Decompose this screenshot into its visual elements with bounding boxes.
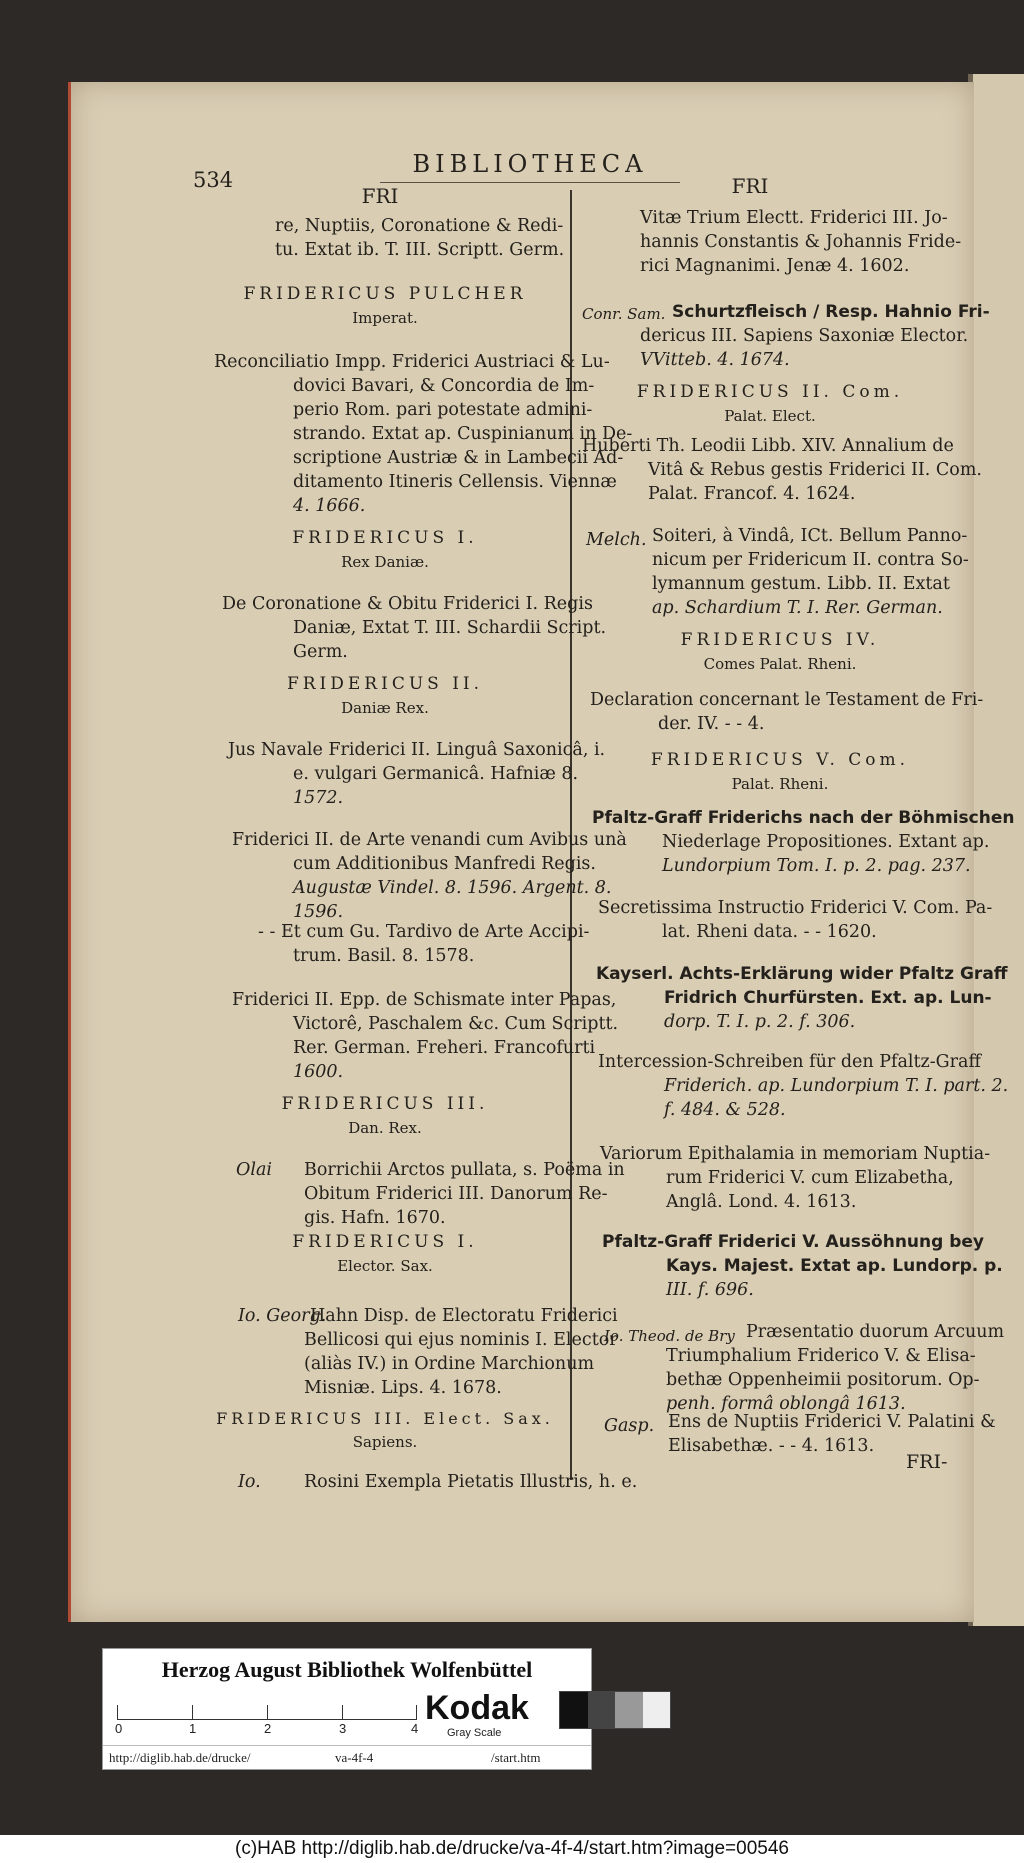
ruler-number: 1 [189,1721,197,1736]
shelfmark: va-4f-4 [335,1750,374,1765]
text-line: De Coronatione & Obitu Friderici I. Regis [222,594,593,614]
url-tail: /start.htm [491,1750,541,1765]
author-prefix: Olai [236,1160,272,1180]
text-line: Pfaltz-Graff Friderici V. Aussöhnung bey [602,1232,984,1252]
text-line: Vitæ Trium Electt. Friderici III. Jo- [640,208,948,228]
text-line: Huberti Th. Leodii Libb. XIV. Annalium de [582,436,954,456]
text-line: Intercession-Schreiben für den Pfaltz-Graff [598,1052,981,1072]
text-line: Schurtzfleisch / Resp. Hahnio Fri- [672,302,990,322]
text-line: cum Additionibus Manfredi Regis. [293,854,596,874]
text-line: Friderici II. Epp. de Schismate inter Papas, [232,990,617,1010]
author-prefix: Io. Theod. de Bry [604,1327,735,1345]
entry-subheading: Daniæ Rex. [341,699,429,717]
text-line: Misniæ. Lips. 4. 1678. [304,1378,502,1398]
entry-subheading: Dan. Rex. [348,1119,422,1137]
gray-scale-swatches [559,1691,671,1729]
author-prefix: Gasp. [604,1416,655,1436]
text-line: trum. Basil. 8. 1578. [293,946,475,966]
text-line: Declaration concernant le Testament de Fri- [590,690,984,710]
ruler-tick [267,1705,268,1719]
calibration-card [102,1648,592,1770]
text-line: Secretissima Instructio Friderici V. Com. Pa- [598,898,993,918]
text-line: Niederlage Propositiones. Extant ap. [662,832,990,852]
text-line: 4. 1666. [293,496,366,516]
text-line: Friderich. ap. Lundorpium T. I. part. 2. [664,1076,1009,1096]
text-line: lat. Rheni data. - - 1620. [662,922,877,942]
text-line: Fridrich Churfürsten. Ext. ap. Lun- [664,988,992,1008]
text-line: Rosini Exempla Pietatis Illustris, h. e. [304,1472,638,1492]
entry-heading: FRIDERICUS II. [286,674,484,694]
title-rule [380,182,680,183]
text-line: Kayserl. Achts-Erklärung wider Pfaltz Graff [596,964,1008,984]
text-line: perio Rom. pari potestate admini- [293,400,593,420]
institution-name: Herzog August Bibliothek Wolfenbüttel [161,1657,533,1682]
left-column-header: FRI [361,184,399,208]
ruler-tick [117,1705,118,1719]
text-line: VVitteb. 4. 1674. [640,350,790,370]
text-line: Jus Navale Friderici II. Linguâ Saxonicâ, i. [228,740,606,760]
text-line: 1596. [293,902,344,922]
ruler-number: 0 [115,1721,123,1736]
author-prefix: Io. Georg. [238,1306,327,1326]
text-line: Germ. [293,642,348,662]
text-line: Præsentatio duorum Arcuum [746,1322,1005,1342]
text-line: bethæ Oppenheimii positorum. Op- [666,1370,980,1390]
text-line: Pfaltz-Graff Friderichs nach der Böhmischen [592,808,1015,828]
text-line: Variorum Epithalamia in memoriam Nuptia- [600,1144,991,1164]
text-line: nicum per Fridericum II. contra So- [652,550,969,570]
ruler-number: 4 [411,1721,419,1736]
entry-subheading: Palat. Rheni. [731,775,829,793]
text-line: Bellicosi qui ejus nominis I. Elector [304,1330,618,1350]
text-line: 1572. [293,788,344,808]
text-line: Vitâ & Rebus gestis Friderici II. Com. [648,460,982,480]
swatch-black [560,1692,588,1728]
text-line: Daniæ, Extat T. III. Schardii Script. [293,618,607,638]
swatch-light-gray [643,1692,671,1728]
text-line: f. 484. & 528. [664,1100,786,1120]
url-base: http://diglib.hab.de/drucke/ [109,1750,251,1765]
text-line: e. vulgari Germanicâ. Hafniæ 8. [293,764,579,784]
text-line: Obitum Friderici III. Danorum Re- [304,1184,608,1204]
text-line: Rer. German. Freheri. Francofurti [293,1038,596,1058]
text-line: dericus III. Sapiens Saxoniæ Elector. [640,326,969,346]
text-line: Kays. Majest. Extat ap. Lundorp. p. [666,1256,1003,1276]
swatch-dark-gray [588,1692,616,1728]
text-line: - - Et cum Gu. Tardivo de Arte Accipi- [258,922,590,942]
text-line: rum Friderici V. cum Elizabetha, [666,1168,954,1188]
author-prefix: Conr. Sam. [582,305,666,323]
text-line: Victorê, Paschalem &c. Cum Scriptt. [293,1014,619,1034]
text-line: Soiteri, à Vindâ, ICt. Bellum Panno- [652,526,968,546]
running-title: BIBLIOTHECA [412,150,648,178]
text-line: lymannum gestum. Libb. II. Extat [652,574,950,594]
card-url-row [103,1745,591,1768]
right-column-header: FRI [731,174,769,198]
ruler-tick [416,1705,417,1719]
text-line: III. f. 696. [666,1280,754,1300]
entry-heading: FRIDERICUS I. [292,528,478,548]
text-line: re, Nuptiis, Coronatione & Redi- [275,216,564,236]
text-line: ap. Schardium T. I. Rer. German. [652,598,943,618]
entry-heading: FRIDERICUS III. Elect. Sax. [216,1409,554,1428]
entry-subheading: Comes Palat. Rheni. [703,655,857,673]
entry-heading: FRIDERICUS III. [281,1094,489,1114]
text-line: Borrichii Arctos pullata, s. Poëma in [304,1160,625,1180]
page-number: 534 [193,168,234,192]
kodak-logo: Kodak [425,1689,529,1727]
text-line: Anglâ. Lond. 4. 1613. [666,1192,857,1212]
entry-heading: FRIDERICUS II. Com. [636,382,904,402]
text-line: Hahn Disp. de Electoratu Friderici [310,1306,618,1326]
text-line: strando. Extat ap. Cuspinianum in De- [293,424,633,444]
text-line: Friderici II. de Arte venandi cum Avibus unà [232,830,627,850]
text-line: dorp. T. I. p. 2. f. 306. [664,1012,856,1032]
catchword: FRI- [906,1451,948,1473]
text-line: penh. formâ oblongâ 1613. [666,1394,906,1414]
swatch-mid-gray [615,1692,643,1728]
text-line: der. IV. - - 4. [658,714,765,734]
text-line: (aliàs IV.) in Ordine Marchionum [304,1354,595,1374]
copyright-footer: (c)HAB http://diglib.hab.de/drucke/va-4f-4/start.htm?image=00546 [0,1835,1024,1863]
text-line: Elisabethæ. - - 4. 1613. [668,1436,875,1456]
text-line: gis. Hafn. 1670. [304,1208,446,1228]
entry-subheading: Imperat. [352,309,418,327]
gray-scale-label: Gray Scale [447,1727,502,1739]
author-prefix: Io. [238,1472,261,1492]
ruler-number: 2 [264,1721,272,1736]
text-line: rici Magnanimi. Jenæ 4. 1602. [640,256,910,276]
text-line: dovici Bavari, & Concordia de Im- [293,376,595,396]
text-line: Triumphalium Friderico V. & Elisa- [666,1346,976,1366]
ruler-tick [342,1705,343,1719]
text-line: tu. Extat ib. T. III. Scriptt. Germ. [275,240,565,260]
text-line: ditamento Itineris Cellensis. Viennæ [293,472,617,492]
author-prefix: Melch. [586,530,647,550]
text-line: hannis Constantis & Johannis Fride- [640,232,962,252]
ruler-number: 3 [339,1721,347,1736]
text-line: Ens de Nuptiis Friderici V. Palatini & [668,1412,996,1432]
ruler-tick [192,1705,193,1719]
entry-heading: FRIDERICUS V. Com. [650,750,910,770]
entry-subheading: Elector. Sax. [337,1257,433,1275]
text-line: Palat. Francof. 4. 1624. [648,484,856,504]
entry-subheading: Sapiens. [352,1433,418,1451]
measurement-ruler [117,1693,417,1720]
text-line: Augustæ Vindel. 8. 1596. Argent. 8. [293,878,612,898]
entry-heading: FRIDERICUS I. [292,1232,478,1252]
entry-subheading: Rex Daniæ. [341,553,429,571]
text-line: scriptione Austriæ & in Lambecii Ad- [293,448,624,468]
text-line: Lundorpium Tom. I. p. 2. pag. 237. [662,856,971,876]
text-line: Reconciliatio Impp. Friderici Austriaci & Lu- [214,352,610,372]
entry-heading: FRIDERICUS IV. [680,630,880,650]
entry-heading: FRIDERICUS PULCHER [243,284,527,304]
text-line: 1600. [293,1062,344,1082]
entry-subheading: Palat. Elect. [724,407,816,425]
